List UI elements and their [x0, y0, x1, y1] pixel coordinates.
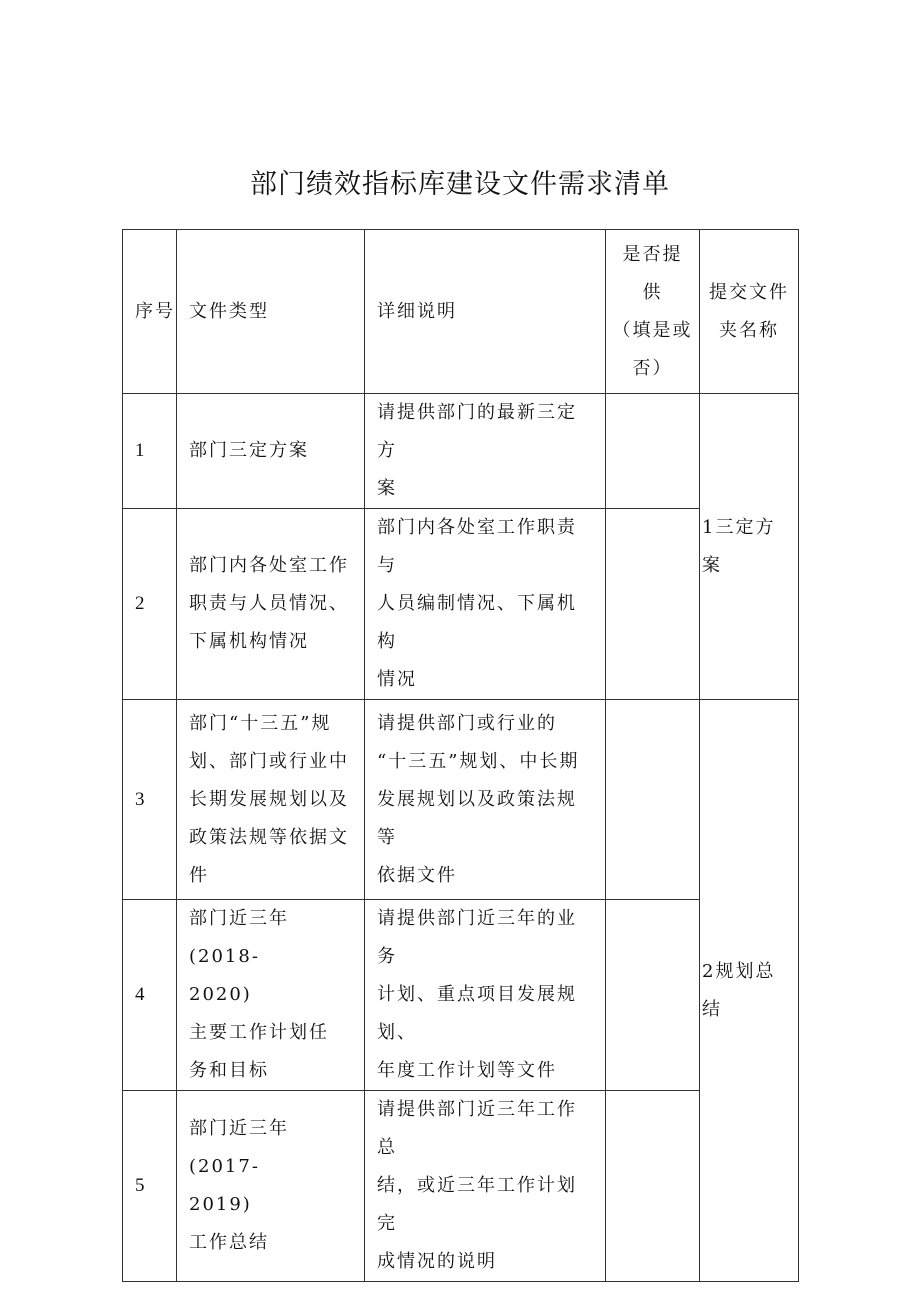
- row-provided-cell[interactable]: [606, 509, 700, 700]
- table-row: [123, 394, 799, 509]
- row-provided-cell[interactable]: [606, 394, 700, 509]
- row-detail: 请提供部门近三年工作总 结，或近三年工作计划完 成情况的说明: [365, 1091, 606, 1282]
- row-seq: 2: [123, 509, 177, 700]
- table-row: [123, 1091, 799, 1282]
- header-row: [123, 230, 799, 394]
- document-title: 部门绩效指标库建设文件需求清单: [250, 169, 670, 200]
- row-seq: 4: [123, 900, 177, 1091]
- table-row: [123, 900, 799, 1091]
- row-detail: 请提供部门近三年的业务 计划、重点项目发展规划、 年度工作计划等文件: [365, 900, 606, 1091]
- header-folder: 提交文件 夹名称: [700, 230, 799, 394]
- row-detail: 请提供部门的最新三定方 案: [365, 394, 606, 509]
- table-row: [123, 700, 799, 900]
- row-provided-cell[interactable]: [606, 1091, 700, 1282]
- requirements-table: [122, 229, 799, 1282]
- row-detail: 部门内各处室工作职责与 人员编制情况、下属机构 情况: [365, 509, 606, 700]
- row-type: 部门三定方案: [177, 394, 365, 509]
- row-provided-cell[interactable]: [606, 900, 700, 1091]
- row-seq: 5: [123, 1091, 177, 1282]
- row-provided-cell[interactable]: [606, 700, 700, 900]
- row-type: 部门近三年(2017- 2019) 工作总结: [177, 1091, 365, 1282]
- header-detail: 详细说明: [365, 230, 606, 394]
- row-type: 部门近三年(2018- 2020) 主要工作计划任 务和目标: [177, 900, 365, 1091]
- folder-cell: 2规划总 结: [700, 700, 799, 1282]
- row-detail: 请提供部门或行业的 “十三五”规划、中长期 发展规划以及政策法规等 依据文件: [365, 700, 606, 900]
- row-type: 部门“十三五”规 划、部门或行业中 长期发展规划以及 政策法规等依据文 件: [177, 700, 365, 900]
- table-row: [123, 509, 799, 700]
- folder-cell: 1三定方 案: [700, 394, 799, 700]
- row-seq: 3: [123, 700, 177, 900]
- row-type: 部门内各处室工作 职责与人员情况、 下属机构情况: [177, 509, 365, 700]
- header-seq: 序号: [123, 230, 177, 394]
- row-seq: 1: [123, 394, 177, 509]
- header-provided: 是否提 供 （填是或 否）: [606, 230, 700, 394]
- header-type: 文件类型: [177, 230, 365, 394]
